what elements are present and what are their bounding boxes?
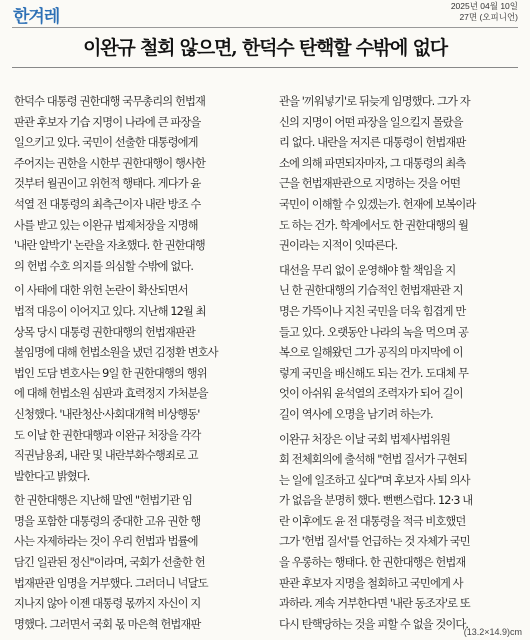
article-line: 도 이날 한 권한대행과 이완규 처장을 각각 bbox=[14, 428, 201, 442]
article-line: 과하라. 계속 거부한다면 '내란 동조자'로 또 bbox=[279, 597, 470, 611]
article-line: 소에 의해 파면되자마자, 그 대통령의 최측 bbox=[279, 156, 466, 170]
article-line: 의 헌법 수호 의지를 의심할 수밖에 없다. bbox=[14, 259, 194, 273]
article-line: 신의 지명이 어떤 파장을 일으킬지 몰랐을 bbox=[279, 115, 463, 129]
article-column-left bbox=[14, 92, 254, 635]
article-line: 닌 한 권한대행의 기습적인 헌법재판관 지 bbox=[279, 284, 463, 298]
article-line: 한덕수 대통령 권한대행 국무총리의 헌법재 bbox=[14, 95, 205, 108]
article-line: 엇이 아쉬워 윤석열의 조력자가 되어 길이 bbox=[279, 387, 463, 401]
article-line: 에 대해 헌법소원 심판과 효력정지 가처분을 bbox=[14, 387, 208, 401]
top-divider bbox=[12, 27, 518, 28]
article-line: 법인 도담 변호사는 9일 한 권한대행의 행위 bbox=[14, 366, 207, 380]
publication-info bbox=[451, 1, 518, 23]
newspaper-logo: 한겨레 bbox=[13, 7, 60, 27]
article-column-right bbox=[279, 92, 519, 635]
article-line: 렇게 국민을 배신해도 되는 건가. 도대체 무 bbox=[279, 366, 469, 380]
article-line: 법재판관 임명을 거부했다. 그러더니 넉달도 bbox=[14, 576, 208, 590]
headline-divider bbox=[12, 67, 518, 68]
article-line: 근을 헌법재판관으로 지명하는 것을 어떤 bbox=[279, 177, 460, 191]
article-line: 회 전체회의에 출석해 "헌법 질서가 구현되 bbox=[279, 453, 467, 467]
article-line: 발한다고 밝혔다. bbox=[14, 469, 90, 483]
article-line: 명은 가뜩이나 지친 국민을 더욱 힘겹게 만 bbox=[279, 304, 466, 318]
publication-date: 2025년 04월 10일 bbox=[450, 1, 518, 11]
article-line: 란 이후에도 윤 전 대통령을 적극 비호했던 bbox=[279, 514, 466, 528]
article-line: 명했다. 그러면서 국회 몫 마은혁 헌법재판 bbox=[14, 617, 201, 631]
article-line: 다시 탄핵당하는 것을 피할 수 없을 것이다. bbox=[279, 617, 469, 631]
article-line: 명을 포함한 대통령의 중대한 고유 권한 행 bbox=[14, 514, 201, 528]
article-line: 상목 당시 대통령 권한대행의 헌법재판관 bbox=[14, 325, 195, 339]
article-line: 을 우롱하는 행태다. 한 권한대행은 헌법재 bbox=[279, 556, 466, 570]
article-line: 들고 있다. 오랫동안 나라의 녹을 먹으며 공 bbox=[279, 325, 469, 339]
article-line: 복으로 일해왔던 그가 공직의 마지막에 이 bbox=[279, 346, 463, 360]
article-line: 주어지는 권한을 시한부 권한대행이 행사한 bbox=[14, 156, 205, 170]
clipping-size-note: (13.2×14.9)cm bbox=[463, 627, 522, 637]
masthead bbox=[0, 0, 530, 28]
article-line: 법적 대응이 이어지고 있다. 지난해 12월 최 bbox=[14, 304, 206, 318]
article-line: 이완규 처장은 이날 국회 법제사법위원 bbox=[279, 432, 450, 446]
article-line: '내란 알박기' 논란을 자초했다. 한 권한대행 bbox=[14, 239, 205, 253]
article-line: 한 권한대행은 지난해 말엔 "헌법기관 임 bbox=[14, 494, 192, 508]
article-line: 가 없음을 분명히 했다. 뻔뻔스럽다. 12·3 내 bbox=[279, 494, 473, 508]
article-line: 지나지 않아 이젠 대통령 몫까지 자신이 지 bbox=[14, 597, 201, 611]
article-line: 일으키고 있다. 국민이 선출한 대통령에게 bbox=[14, 136, 198, 150]
article-line: 도 하는 건가. 학계에서도 한 권한대행의 월 bbox=[279, 218, 469, 232]
article-line: 직권남용죄, 내란 및 내란부화수행죄로 고 bbox=[14, 449, 198, 463]
article-line: 이 사태에 대한 위헌 논란이 확산되면서 bbox=[14, 284, 188, 298]
article-line: 것부터 월권이고 위헌적 행태다. 게다가 윤 bbox=[14, 177, 201, 191]
article-line: 담긴 일관된 정신"이라며, 국회가 선출한 헌 bbox=[14, 556, 205, 570]
article-line: 신청했다. '내란청산·사회대개혁 비상행동' bbox=[14, 407, 200, 421]
article-line: 사는 자제하라는 것이 우리 헌법과 법률에 bbox=[14, 535, 198, 549]
article-line: 길이 역사에 오명을 남기려 하는가. bbox=[279, 407, 433, 421]
article-line: 리 없다. 내란을 저지른 대통령이 헌법재판 bbox=[279, 136, 466, 150]
headline: 이완규 철회 않으면, 한덕수 탄핵할 수밖에 없다 bbox=[83, 37, 447, 59]
article-line: 석열 전 대통령의 최측근이자 내란 방조 수 bbox=[14, 197, 201, 211]
page-section: 27면 (오피니언) bbox=[459, 12, 518, 22]
article-line: 권이라는 지적이 잇따른다. bbox=[279, 239, 398, 253]
article-line: 판관 후보자 지명을 철회하고 국민에게 사 bbox=[279, 576, 463, 590]
article-line: 사를 받고 있는 이완규 법제처장을 지명해 bbox=[14, 218, 198, 232]
article-line: 불임명에 대해 헌법소원을 냈던 김정환 변호사 bbox=[14, 346, 218, 360]
article-line: 대선을 무리 없이 운영해야 할 책임을 지 bbox=[279, 263, 456, 277]
article-line: 그가 '헌법 질서'를 언급하는 것 자체가 국민 bbox=[279, 535, 470, 549]
article-line: 관을 '끼워넣기'로 뒤늦게 임명했다. 그가 자 bbox=[279, 95, 470, 108]
article-line: 국민이 이해할 수 있겠는가. 헌재에 보복이라 bbox=[279, 197, 476, 211]
article-line: 는 일에 일조하고 싶다"며 후보자 사퇴 의사 bbox=[279, 473, 470, 487]
article-line: 판관 후보자 기습 지명이 나라에 큰 파장을 bbox=[14, 115, 201, 129]
